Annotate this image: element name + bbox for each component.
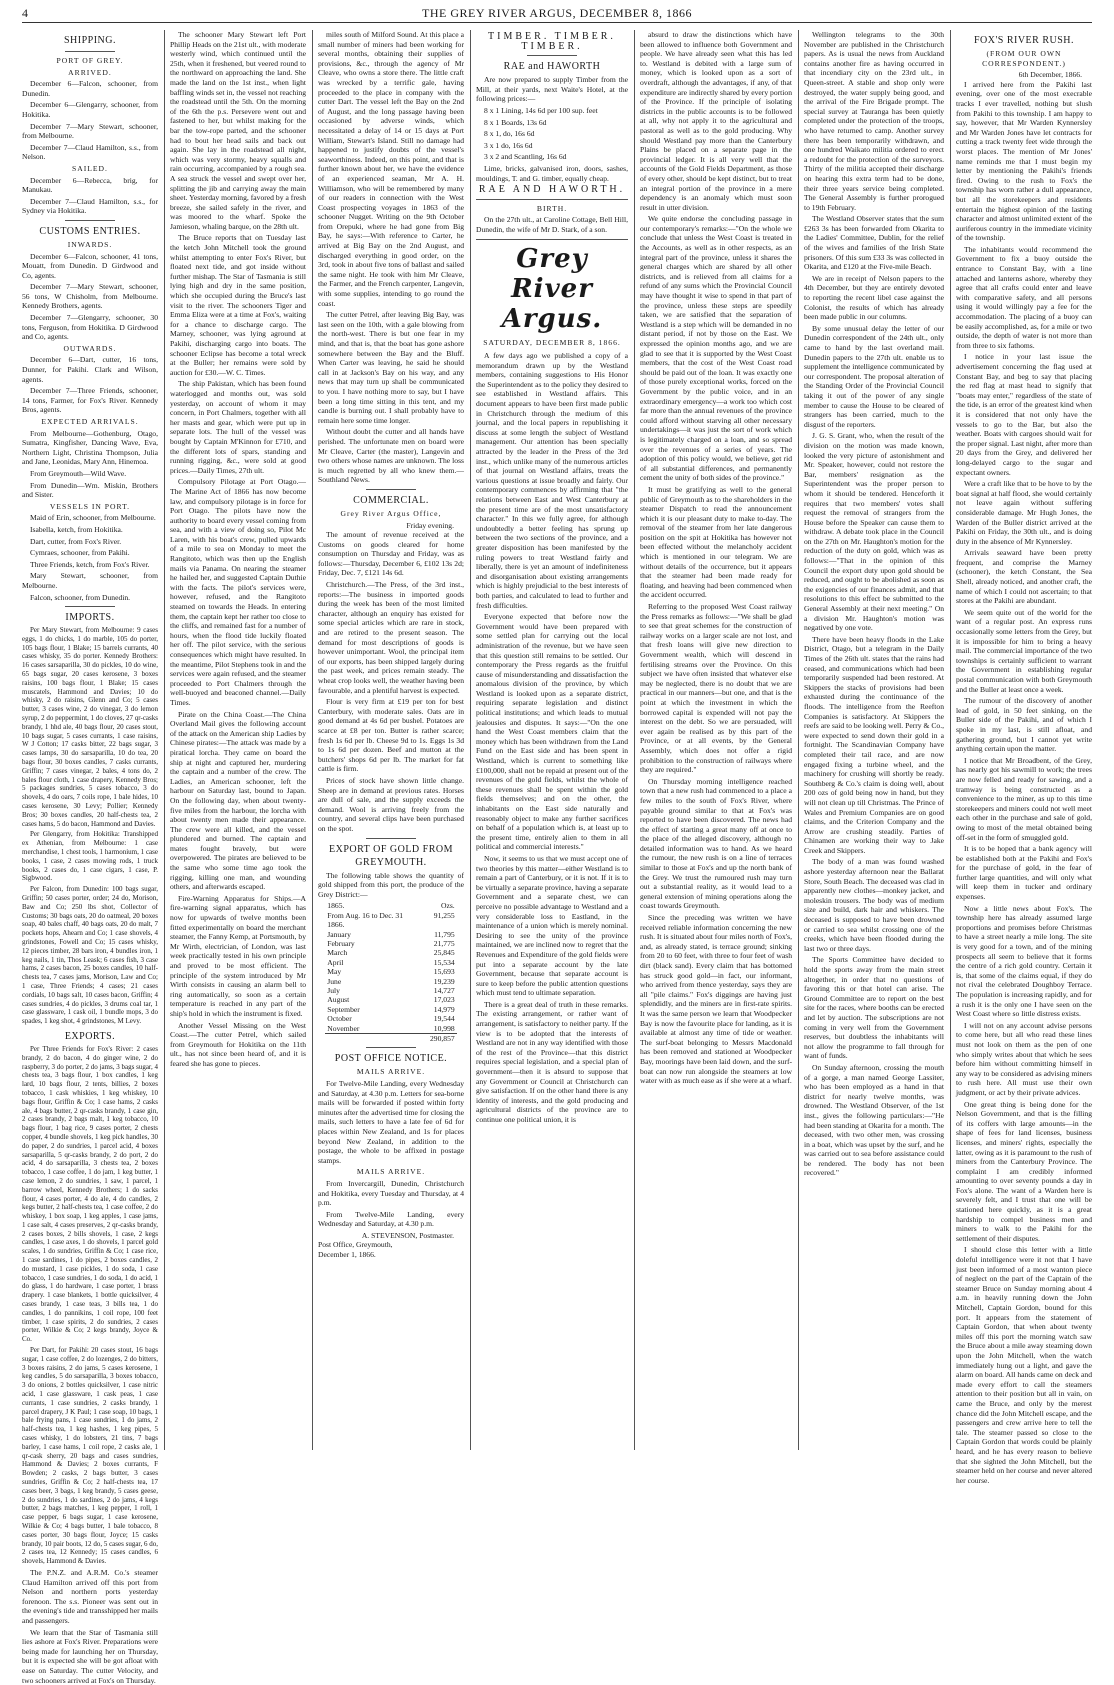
column-rule — [312, 30, 313, 1450]
paragraph: Per Dart, for Pakihi: 20 cases stout, 16 bags sugar, 1 case coffee, 2 do lozenges, 2 do bitters, 3 boxes raisins, 2 do jams, 5 cases kerosene, 1 keg candles, 5 do sarsaparilla, 3 boxes tobacco, 3 do onions, 2 bottles quicksilver, 1 case nitric acid, 1 case glassware, 1 cask peas, 1 case currants, 1 case sundries, 2 casks brandy, 1 parcel drapery, J K Paul; 1 case soap, 10 bags, 1 bale frying pans, 1 case sundries, 1 do jams, 2 half-chests tea, 1 keg hashes, 1 keg pipes, 5 cases whisky, 1 do lobsters, 21 tins, 7 bags barley, 1 case hams, 1 coil rope, 2 casks ale, 1 qr-cask sherry, 20 bags and cases sundries, Hammond & Davies; 2 boxes currants, F Bowden; 2 casks, 2 bags butter, 3 cases sundries, Griffin & Co; 2 half-chests tea, 17 cases beer, 3 bags, 1 keg brandy, 5 cases geese, 2 do sundries, 1 do sardines, 2 do jams, 4 kegs butter, 2 bags matches, 1 keg pepper, 1 roll, 1 case pepper, 6 bags sugar, 1 case kerosene, Wilkie & Co; 4 bags butter, 1 bale tobacco, 8 cases porter, 30 bags flour, Joyce; 15 casks brandy, 10 pair boots, 12 do, 5 cases sugar, 6 do, 2 cases tea, 12 Kennedy; 15 cases candles, 6 shovels, Hammond & Davies. — [22, 1346, 158, 1566]
gold-year: 1865. — [327, 901, 345, 911]
paragraph: Wellington telegrams to the 30th November are published in the Christchurch papers. As is usual the news from Auckland contains another fire as having occurred in that incendiary city on the 23rd ult., in Queen-street. A stable and shop only were destroyed, the water supply being good, and the arrival of the Fire Brigade prompt. The special survey at Tauranga has been quietly completed under the protection of the troops, who have returned to camp. Another survey there has been temporarily withdrawn, and one hundred Waikato militia ordered to erect a redoubt for the protection of the surveyors. Thirty of the militia accepted their discharge on hearing this extra term had to be done, their three years service being completed. The General Assembly is further prorogued to 19th February. — [804, 30, 944, 212]
paragraph: The schooner Mary Stewart left Port Phillip Heads on the 21st ult., with moderate westerly wind, which continued until the 25th, when it freshened, but veered round to the northward on approaching the land. She made the land on the 1st inst., when light baffling winds set in, the vessel not reaching the roadstead until the 5th. On the morning of the 6th the p.s. Persevere went out and fastened to her, but whilst making for the bar the tow-rope parted, and the schooner had to bout her head sails and back out again. She lay in the roadstead all night, which was very stormy, heavy squalls and rain occurring, accompanied by a rough sea. A sea struck the vessel and swept over her, splitting the jib and carrying away the main sheet. Yesterday morning, favored by a fresh breeze, she sailed safely in the river, and was moored to the wharf. Spoke the Jamieson, whaling barque, on the 28th ult. — [170, 30, 306, 231]
gold-ounces: 14,979 — [433, 1004, 455, 1014]
editorial-dateline: SATURDAY, DECEMBER 8, 1866. — [483, 337, 621, 347]
editorial-continued-paragraphs — [640, 30, 792, 1086]
column-foxs-river — [956, 30, 1092, 1485]
commercial-paragraphs — [318, 530, 464, 833]
gold-ounces: 25,845 — [433, 948, 455, 958]
foxs-heading: FOX'S RIVER RUSH. — [973, 35, 1075, 46]
paragraph: Maid of Erin, schooner, from Melbourne. — [30, 513, 156, 523]
paragraph: December 6—Rebecca, brig, for Manukau. — [22, 175, 158, 195]
paragraph: A few days ago we published a copy of a memorandum drawn up by the Westland members, containing suggestions to His Honor the Superintendent as to the policy they desired to see established in Westland affairs. This document appears to have been first made public in Christchurch through the medium of this journal, and the local papers in republishing it discuss at some length the subject of Westland management. Our attention has been specially attracted by the leader in the Press of the 3rd inst., which unlike many of the numerous articles of that journal on Westland affairs, treats the various questions at issue broadly and fairly. Our contemporary commences by affirming that "the relations between East and West Canterbury at the present time are of the most unsatisfactory character." In this we fully agree, for although undoubtedly a better feeling has sprung up between the two sections of the province, and a greater disposition has been manifested by the ruling powers to treat Westland fairly and liberally, there is yet an amount of indefiniteness and disorganisation about existing arrangements which is highly prejudicial to the best interests of both parties, and calculated to lead to further and fresh difficulties. — [476, 351, 628, 610]
paragraph: We quite endorse the concluding passage in our contemporary's remarks:—"On the whole we conclude that unless the West Coast is treated in the Accounts, as well as in other respects, as an integral part of the province, unless it shares the general charges which are shared by all other districts, and is relieved from all claims for a refund of any sums which the Provincial Council may have thought it wise to spend in that part of the province, unless these steps are speedily taken, we are satisfied that the separation of Westland is a step which will be demanded in no distant period, if not by those on the East. We expressed the opinion months ago, and we are glad to see that it is supported by the West Coast members, that the cost of the West Coast road should be paid out of the loan. It was exactly one of those purely exceptional works, forced on the Government by the public voice, and in an extraordinary emergency—a work too which cost far more than the annual revenues of the province could afford without starving all other necessary undertakings—it was just the sort of work which is legitimately charged on a loan, and so spread over the revenues of a series of years. The adoption of this policy would, we believe, get rid of all substantial differences, and permanently cement the unity of both sides of the province." — [640, 214, 792, 483]
paragraph: 8 x 1, do, 16s 6d — [484, 129, 535, 139]
paragraph: Everyone expected that before now the Government would have been prepared with some settled plan for carrying out the local administration of the revenue, but we have seen that this question still remains to be settled. Our contemporary the Press regards as the fruitful cause of misunderstanding and dissatisfaction the anomalous division of the province, by which Westland is looked upon as a separate district, requiring separate legislation and distinct political institutions; and which leads to mutual jealousies and disputes. It says:—"On the one hand the West Coast members claim that the money which has been withdrawn from the Land Fund on the East side and has been spent in Westland, which is current to something like £100,000, shall not be repaid at present out of the revenues of the gold fields, whilst the whole of these revenues shall be spent within the gold fields themselves; and on the other, the inhabitants on the East side naturally and reasonably object to make any further sacrifices on behalf of a population which is, at least up to the present time, entirely alien to them in all political and commercial interests." — [476, 612, 628, 852]
paragraph: 8 x 1 Boards, 13s 6d — [484, 117, 547, 127]
paragraph: Dart, cutter, from Fox's River. — [30, 536, 122, 546]
gold-table-row — [325, 967, 456, 976]
timber-ad-title: TIMBER. TIMBER. TIMBER. — [488, 31, 616, 52]
gold-unit: Ozs. — [440, 901, 455, 911]
paragraph: There have been heavy floods in the Lake District, Otago, but a telegram in the Daily Times of the 26th ult. states that the rains had ceased, and communications which had been temporarily suspended had been restored. At Skippers the stacks of provisions had been exhausted during the continuance of the floods. The intelligence from the Reefton Companies is satisfactory. At Skippers the reefs are said to be looking well. Perry & Co., were expected to send down their gold in a fortnight. The Scandinavian Company have completed their tail race, and are now engaged fixing a turbine wheel, and the machinery for crushing will shortly be ready. Southberg & Co.'s claim is doing well, about 200 ozs of gold being now in hand, but they will not clean up till Christmas. The Prince of Wales and Premium Companies are on good claims, and the Criterion Company and the Arrow are crushing steadily. Parties of Chinamen are working their way to Jake Creek and Skippers. — [804, 634, 944, 855]
paragraph: absurd to draw the distinctions which have been allowed to influence both Government and people. We have already seen what this has led to. Westland is debited with a large sum of money, which is looked upon as a sort of overdraft, although the advantages, if any, of that expenditure are indirectly shared by every portion of the Province. If the principle of isolating districts in the public accounts is to be followed at all, why not apply it to the agricultural and pastoral as well as to the gold producing. Why should Westland pay more than the Canterbury Plains be placed on a separate page in the provincial ledger. It is all very well that the accounts of the Gold Fields Department, as those of every other, should be kept distinct, but to treat an integral portion of the province in a mere dependency is an anomaly which must soon result in utter division. — [640, 30, 792, 212]
column-rule — [798, 30, 799, 1450]
timber-ad-signature: RAE AND HAWORTH. — [478, 184, 626, 196]
paragraph: From Greymouth—Wild Wave. — [30, 468, 127, 478]
paragraph: By some unusual delay the letter of our Dunedin correspondent of the 24th ult., only came to hand by the last overland mail. Dunedin papers to the 27th ult. enable us to supplement the intelligence communicated by our correspondent. The proposal alteration of the Standing Order of the Provincial Council taking it out of the power of any single member to cause the House to be cleared of strangers has been carried, much to the disgust of the reporters. — [804, 323, 944, 429]
gold-table-row — [325, 930, 456, 939]
birth-notice: On the 27th ult., at Caroline Cottage, Bell Hill, Dunedin, the wife of Mr D. Stark, of a son. — [476, 215, 628, 234]
gold-month: February — [327, 938, 355, 948]
paragraph: December 7—Mary Stewart, schooner, from Melbourne. — [22, 121, 158, 141]
post-heading: POST OFFICE NOTICE. — [334, 1053, 448, 1065]
commercial-day: Friday evening. — [406, 520, 454, 530]
paragraph: December 7—Claud Hamilton, s.s., for Sydney via Hokitika. — [22, 196, 158, 216]
paragraph: Flour is very firm at £19 per ton for best Canterbury, with moderate sales. Oats are in good demand at 4s 6d per bushel. Potatoes are scarce at £8 per ton. Butter is rather scarce; fresh 1s 6d per lb. Cheese 9d to 1s. Eggs 1s 3d to 1s 6d per dozen. Beef and mutton at the butchers' shops 6d per lb. The market for fat cattle is firm. — [318, 697, 464, 774]
divider — [65, 606, 115, 607]
gold-month: October — [327, 1014, 352, 1024]
paragraph: Arrivals seaward have been pretty frequent, and comprise the Marney (schooner), the ketch Constant, the Sea Shell, already noticed, and another craft, the name of which I could not ascertain; to that stores at the Pakihi are abundant. — [956, 548, 1092, 606]
expected-list — [22, 429, 158, 500]
divider — [476, 239, 628, 240]
outwards-list — [22, 355, 158, 415]
divider — [366, 838, 416, 839]
gold-total-row — [325, 1033, 456, 1043]
gold-heading: EXPORT OF GOLD FROM GREYMOUTH. — [328, 843, 453, 868]
post-date: December 1, 1866. — [318, 1250, 376, 1260]
gold-ounces: 15,693 — [433, 967, 455, 977]
port-vessels-list — [22, 513, 158, 602]
divider — [527, 55, 577, 56]
gold-table-row — [325, 948, 456, 957]
paragraph: One great thing is being done for the Nelson Government, and that is the filling of its coffers with large amounts—in the shape of fees for land licenses, business licenses, and miners' rights, especially the latter, owing as it is paramount to the rush of miners from the Canterbury Province. The complaint I am credibly informed amounting to over seventy pounds a day in Fox's alone. The want of a Warden here is severely felt, and I trust that one will be stationed here quickly, as it is a great hardship to compel business men and miners to walk to the Pakihi for the settlement of their disputes. — [956, 1099, 1092, 1243]
foxs-date: 6th December, 1866. — [1018, 70, 1082, 80]
paragraph: From Dunedin—Wm. Miskin, Brothers and Sister. — [22, 480, 158, 500]
post-place: Post Office, Greymouth, — [318, 1240, 393, 1250]
paragraph: Cymraes, schooner, from Pakihi. — [30, 548, 130, 558]
gold-table-row — [325, 986, 456, 995]
paragraph: Per Mary Stewart, from Melbourne: 9 cases eggs, 1 do chicks, 1 do marble, 105 do porter, 105 bags flour, 1 Blake; 15 barrels currants, 40 cases whisky, 35 do porter. Kennedy Brothers: 16 cases sarsaparilla, 30 do pickles, 10 do wine, 65 bags sugar, 20 cases kerosene, 3 boxes raisins, 100 bags flour, 1 Blake; 15 cases muscatels, Hammond and Davies; 10 do whisky, 2 do raisins, Glenn and Co; 5 cases butter, 3 cases wine, 2 do vinegar, 3 do lemon syrup, 2 do peppermint, 1 do cloves, 27 qr-casks brandy, 1 hhd ale, 40 bags flour, 20 cases stout, 10 bags sugar, 5 cases currants, 1 case raisins, W J Cotton; 17 casks bitter, 22 bags sugar, 3 cases lamps, 30 do sarsaparilla, 10 do tea, 20 bags flour, 30 boxes candles, 7 casks currants, Griffin; 7 cases vinegar, 2 bales, 4 tons do, 2 bales flour cloth, 1 case drapery, Kennedy Bros; 5 packages sundries, 5 cases tobacco, 3 do shovels, 4 do oars, 7 coils rope, 1 bale hides, 10 cases kerosene, 30 Levy; Pollier; Kennedy Bros; 30 boxes candles, 20 half-chests tea, 2 cases hams, 5 do bacon, Hammond and Davies. — [22, 626, 158, 828]
paragraph: Per Three Friends for Fox's River: 2 cases brandy, 2 do bacon, 4 do ginger wine, 2 do raspberry, 3 do porter, 2 do jams, 3 bags sugar, 4 chests tea, 3 bags flour, 1 box candles, 1 keg lard, 10 bags flour, 2 tents, billies, 2 boxes tobacco, 1 cask whiskies, 1 keg whiskey, 10 bags flour, Griffin & Co; 1 case hams, 2 casks ale, 4 bags butter, 2 qr-casks brandy, 1 case gin, 2 cases brandy, 2 bags malt, 1 keg tobacco, 10 bags flour, 1 bag rice, 9 cases porter, 2 chests copper, 4 bundle shovels, 1 keg pick handles, 30 do paper, 2 do sundries, 1 parcel acid, 4 boxes sarsaparilla, 5 qr-casks brandy, 2 do port, 2 do acid, 4 do sarsaparilla, 3 chests tea, 2 boxes tobacco, 1 case coffee, 1 do jam, 1 keg butter, 1 case lemon, 2 do sundries, 1 saw, 1 parcel, 1 barrow wheel, Kennedy Brothers; 1 do sacks flour, 4 cases porter, 4 do ale, 4 do candles, 2 kegs butter, 2 half-chests tea, 1 case coffee, 2 do whiskey, 1 box soap, 1 keg apples, 1 case jams, 1 case salt, 4 cases preserves, 2 qr-casks brandy, 2 cases boxes, 2 bills shovels, 1 case, 2 kegs candles, 1 case axes, 1 do shovels, 1 parcel gold scales, 1 do sundries, Griffin & Co; 1 case rice, 1 case sardines, 1 do pipes, 2 boxes candles, 2 do mustard, 1 case pickles, 1 do soda, 1 case tobacco, 1 case sundries, 1 do soda, 1 do acid, 1 do glass, 1 do hardware, 1 case porter, 1 brass drapery. 1 case blankets, 1 bottle quicksilver, 4 cases brandy, 1 case teas, 3 bills tea, 1 do candles, 1 do pannikins, 1 coil rope, 100 feet timber, 1 case spirits, 2 do sundries, 2 cases porter, Wilkie & Co; 2 kegs brandy, Joyce & Co. — [22, 1044, 158, 1344]
gold-table-header — [325, 901, 456, 910]
paragraph: December 6—Falcon, schooner, 41 tons, Mouatt, from Dunedin. D Girdwood and Co, agents. — [22, 251, 158, 280]
post-sub-2: MAILS ARRIVE. — [356, 1167, 426, 1177]
gold-ounces: 19,239 — [433, 976, 455, 986]
paragraph: Were a craft like that to be hove to by the boat signal at half flood, she would certainly not leave again without suffering considerable damage. Mr Hugh Jones, the Warden of the Buller district arrived at the Pakihi on Friday, the 30th ult., and is doing duty in the absence of Mr Kynnersley. — [956, 479, 1092, 546]
paragraph: Isabella, ketch, from Hokitika. — [30, 524, 123, 534]
paragraph: Per Falcon, from Dunedin: 100 bags sugar, Griffin; 50 cases porter, order; 24 do, Morison, Baw and Co; 250 lbs shot, Collector of Customs; 30 bags oats, 20 do oatmeal, 20 boxes soap, 40 bales chaff, 40 bags oats, 20 do malt, 7 pockets hops, Ahearn and Co; 1 case shovels, 4 grindstones, Fowell and Co; 15 cases whisky, 12 pieces timber, 28 bars iron, 4 bundles iron, 1 keg nails, 1 tin, Thos Leask; 6 cases fish, 3 case hams, 2 cases bacon, 25 boxes candles, 10 half-chests tea, 7 cases jams, Morison, Law and Co; 1 case, Three Friends; 4 cases; 21 cases cordials, 10 bags salt, 10 cases bacon, Griffin; 4 cases sundries, 4 do pickles, 3 drums coal tar, 1 case glassware, 1 cask oil, 1 bundle mops, 3 do spades, 1 keg shot, 4 grindstones, M Levy. — [22, 885, 158, 1026]
divider — [476, 199, 628, 200]
paragraph: 8 x 1 Lining, 14s 6d per 100 sup. feet — [484, 105, 598, 115]
timber-ad-items — [476, 106, 628, 162]
paragraph: We seem quite out of the world for the want of a regular post. An express runs occasionally some letters from the Grey, but it is impossible for him to bring a heavy mail. The commercial importance of the two townships is certainly sufficient to warrant the Government in establishing regular postal communication with both Greymouth and the Buller at least once a week. — [956, 607, 1092, 694]
paragraph: The ship Pakistan, which has been found waterlogged and months out, was sold yesterday, on account of whom it may concern, in Port Chalmers, together with all her masts and gear, which were put up in separate lots. The hull of the vessel was bought by Captain M'Kinnon for £710, and the different lots of spars, standing and running rigging, &c., were sold at good prices.—Daily Times, 27th ult. — [170, 379, 306, 475]
paragraph: Now, it seems to us that we must accept one of two theories by this matter—either Westland is to remain a part of Canterbury, or it is not. If it is to be virtually a separate province, having a separate Government and a separate chest, we can perceive no possible advantage to Westland and a very considerable loss to Eastland, in the maintenance of a union which is merely nominal. Desiring to see the unity of the province maintained, we are inclined now to regret that the Revenues and Expenditure of the gold fields were put into a separate account by the late Government, because that separate account is sure to keep before the public attention questions which must tend to ultimate separation. — [476, 853, 628, 998]
editorial-paragraphs — [476, 351, 628, 1125]
paragraph: I arrived here from the Pakihi last evening, over one of the most execrable tracks I ever travelled, nothing but slush from Pakihi to this township. I am happy to say, however, that Mr Warden Kynnersley and Mr Warden Jones have let contracts for cutting a track twenty feet wide through the worst places. The mention of Mr Jones' name reminds me that I must begin my letter by mentioning the Pakihi's friends fired. Owing to the rush to Fox's the township has worn rather a dull appearance, but all the storekeepers and residents entertain the highest opinion of the lasting character and almost unlimited extent of the auriferous country in the immediate vicinity of the township. — [956, 79, 1092, 243]
gold-table-row — [325, 1024, 456, 1034]
gold-table-row — [325, 1014, 456, 1023]
exports-list — [22, 1045, 158, 1566]
paragraph: I notice in your last issue the advertisement concerning the flag used at Constant Bay, and beg to say that placing the red flag at mast head to signify that "boats may enter," regardless of the state of the tide, is an error of the greatest kind when it is considered that not only have the vessels to go to the Bar, but also the weather. Boats with cargoes should wait for the proper signal. Last night, after more than 20 days from the Grey, and delivered her long-delayed cargo to the sugar and expectant owners. — [956, 352, 1092, 477]
paragraph: The amount of revenue received at the Customs on goods cleared for home consumption on Thursday and Friday, was as follows:—Thursday, December 6, £102 13s 2d; Friday, Dec. 7, £121 14s 6d. — [318, 530, 464, 578]
wreck-paragraphs — [318, 30, 464, 485]
paragraph: December 6—Falcon, schooner, from Dunedin. — [22, 79, 158, 98]
timber-ad-firm: RAE and HAWORTH — [503, 61, 601, 73]
paragraph: December 7—Mary Stewart, schooner, 56 tons, W Chisholm, from Melbourne. Kennedy Brothers, agents. — [22, 282, 158, 311]
arrived-list — [22, 79, 158, 162]
gold-table — [325, 901, 456, 1043]
paragraph: It must be gratifying as well to the general public of Greymouth as to the shareholders in the steamer Dispatch to read the announcement which it is our pleasant duty to make to-day. The removal of the steamer from her late dangerous position on the spit at Hokitika has however not been effected without the melancholy accident which is mentioned in our telegram. We are without details of the occurrence, but it appears that the steamer had been made ready for floating, and heaving had been commenced when the accident occurred. — [640, 484, 792, 600]
column-editorial — [476, 30, 628, 1450]
paragraph: Since the preceding was written we have received reliable information concerning the new rush. It is situated about four miles north of Fox's, and, as already stated, is terrace ground; sinking from 20 to 60 feet, with three to four feet of wash dirt (black sand). Every claim that has bottomed has struck good gold—in fact, our informant, who arrived from thence yesterday, says they are all "pile claims." Fox's diggings are having just splendidly, and the miners are in first-rate spirits. It was the same person we learn that Woodpecker Bay is now the favourite place for landing, as it is available at almost any time of tide or weather. The surf-boat belonging to Messrs Macdonald has been removed and stationed at Woodpecker Bay, moorings have been laid down, and the surf-boat can now run alongside the steamers at low water with as much ease as if she were at a wharf. — [640, 913, 792, 1086]
paragraph: The Westland Observer states that the sum £263 3s has been forwarded from Okarita to the Ladies' Committee, Dublin, for the relief of the wives and families of the Irish State prisoners. Of this sum £33 3s was collected in Okarita, and £120 at the Five-mile Beach. — [804, 214, 944, 272]
timber-ad-more: Lime, bricks, galvanised iron, doors, sashes, mouldings, T. and G. timber, equally cheap. — [476, 163, 628, 183]
gold-month: June — [327, 976, 342, 986]
gold-ounces: 17,023 — [433, 995, 455, 1005]
gold-ounces: 19,544 — [433, 1014, 455, 1024]
customs-heading: CUSTOMS ENTRIES. — [39, 225, 141, 237]
port-vessels-label: VESSELS IN PORT. — [49, 501, 131, 511]
gold-intro: The following table shows the quantity of gold shipped from this port, the produce of the Grey District:— — [318, 870, 464, 899]
paragraph: The rumour of the discovery of another lead of gold, in 50 feet sinking, on the Buller side of the Pakihi, and of which I spoke in my last, is still afloat, and gathering ground, but I cannot yet write anything certain upon the matter. — [956, 696, 1092, 754]
gold-ounces: 21,775 — [433, 938, 455, 948]
gold-month: April — [327, 957, 344, 967]
gold-table-row — [325, 977, 456, 986]
paragraph: I should close this letter with a little doleful intelligence were it not that I have just been informed of a most wanton piece of neglect on the part of the Captain of the steamer Bruce on Sunday morning about 4 a.m. in heavily running down the John Mitchell, Captain Gordon, bound for this port. It appears from the statement of Captain Gordon, that when about twenty miles off this port the morning watch saw the Bruce about a mile away steaming down upon the John Mitchell, when the watch immediately hung out a light, and gave the alarm on board. All hands came on deck and made every effort to call the steamers attention to their position but all in vain, on came the Bruce, and only by the merest chance did the John Mitchell escape, and the passengers and crew arrive here to tell the tale. The steamer passed so close to the Captain Gordon that words could be plainly heard, and he has every reason to believe that she sighted the John Mitchell, but the steamer held on her course and never altered her course. — [956, 1245, 1092, 1485]
gold-table-row — [325, 995, 456, 1004]
paragraph: Christchurch.—The Press, of the 3rd inst., reports:—The business in imported goods during the week has been of the most limited character, although an enquiry has existed for some special articles which are rare in stock, and are retired to the present season. The demand for most descriptions of goods is however unimportant. Wool, the principal item of our exports, has been shipped largely during the past week, and prices remain steady. The wheat crop looks well, the weather having been favourable, and a plentiful harvest is expected. — [318, 580, 464, 695]
paragraph: Another Vessel Missing on the West Coast.—The cutter Petrel, which sailed from Greymouth for Hokitika on the 11th ult., has not since been heard of, and it is feared she has gone to pieces. — [170, 1020, 306, 1068]
paragraph: The Bruce reports that on Tuesday last the ketch John Mitchell took the ground whilst attempting to enter Fox's River, but floated next tide, and got inside without further mishap. The Star of Tasmania is still lying high and dry in the same position, which she occupied during the Bruce's last visit to the river. The schooners Tiger and Emma Eliza were at a time at Fox's, waiting for a chance to discharge cargo. The Marney, schooner, was lying aground at Pakihi, discharging cargo into boats. The schooner Eclipse has become a total wreck at the Buller; her remains were sold by auction for £30.—W. C. Times. — [170, 233, 306, 377]
paragraph: The Sports Committee have decided to hold the sports away from the main street altogether, in order that no questions of favoring this or that hotel can arise. The Ground Committee are to report on the best site for the races, where booths can be erected and let by auction. The subscriptions are not coming in very well from the Government reserves, but doubtless the inhabitants will not allow the programme to fall through for want of funds. — [804, 955, 944, 1061]
paragraph: Fire-Warning Apparatus for Ships.—A fire-warning signal apparatus, which has now for upwards of twelve months been fitted experimentally on board the merchant steamer, the Fanny Kemp, at Portsmouth, by Mr Wirth, electrician, of London, was last week practically tested in his own principle and proved to be most efficient. The principle of the system introduced by Mr Wirth consists in causing an alarm bell to ring automatically, so soon as a certain temperature is reached in any part of the ship's hold in which the instrument is fixed. — [170, 893, 306, 1018]
sailed-label: SAILED. — [72, 163, 108, 173]
column-commercial — [318, 30, 464, 1450]
paragraph: December 6—Glengarry, schooner, from Hokitika. — [22, 100, 158, 119]
divider — [366, 489, 416, 490]
paragraph: Mary Stewart, schooner, from Melbourne. — [22, 571, 158, 590]
gold-table-row — [325, 920, 456, 929]
commercial-heading: COMMERCIAL. — [353, 494, 429, 506]
shipping-heading: SHIPPING. — [63, 35, 116, 46]
gold-ounces: 91,255 — [433, 910, 455, 920]
gold-table-row — [325, 911, 456, 920]
gold-month: November — [327, 1023, 360, 1033]
paragraph: I notice that Mr Broadbent, of the Grey, has nearly got his sawmill to work; the trees are now felled and ready for sawing, and a tramway is being constructed as a convenience to the miner, as up to this time storekeepers and miners could not well meet each other in the purchase and sale of gold, owing to most of the metal obtained being off-set in the form of smuggled gold. — [956, 755, 1092, 842]
paragraph: Three Friends, ketch, from Fox's River. — [30, 559, 150, 569]
gold-ounces: 15,534 — [433, 957, 455, 967]
paragraph: December 7—Glengarry, schooner, 30 tons, Ferguson, from Hokitika. D Girdwood and Co, agents. — [22, 313, 158, 342]
gold-table-row — [325, 939, 456, 948]
paragraph: The body of a man was found washed ashore yesterday afternoon near the Ballarat Store, South Beach. The deceased was clad in apparently new clothes—monkey jacket, and moleskin trousers. The body was of medium size and build, dark hair and whiskers. The deceased is supposed to have been drowned or carried to sea whilst crossing one of the creeks, which have been flooded during the last two or three days. — [804, 857, 944, 953]
column-editorial-cont — [640, 30, 792, 1450]
inwards-list — [22, 252, 158, 342]
gold-month: March — [327, 948, 348, 958]
paragraph: We are in receipt of Nelson papers to the 4th December, but they are entirely devoted to reporting the recent libel case against the Colonist, the results of which has already been made public in our columns. — [804, 273, 944, 322]
gold-month: September — [327, 1004, 360, 1014]
column-rule — [164, 30, 165, 1450]
post-signature: A. STEVENSON, Postmaster. — [361, 1230, 454, 1240]
paragraph: J. G. S. Grant, who, when the result of the division on the motion was made known, looked the very picture of astonishment and Mr. Speaker, however, could not restore the Bar, members' resignation as the Superintendent was the proper person to whom it should be tendered. Henceforth it requires that two members' votes shall request the removal of strangers from the House before the Speaker can cause them to withdraw. A debate took place in the Council on the 27th on Mr. Haughton's motion for the reduction of the duty on gold, which was as follows:—"That in the opinion of this Council the export duty upon gold should be reduced, and ought to be abolished as soon as the exigencies of our finances admit, and that resolutions to this effect be submitted to the General Assembly at their next meeting." On a division Mr. Haughton's motion was negatived by one vote. — [804, 431, 944, 633]
paragraph: December 7—Claud Hamilton, s.s., from Nelson. — [22, 142, 158, 162]
column-shipping — [22, 30, 158, 1685]
arrived-label: ARRIVED. — [68, 67, 112, 77]
imports-list — [22, 626, 158, 1026]
paragraph: 3 x 1 do, 16s 6d — [484, 140, 533, 150]
divider — [65, 220, 115, 221]
paragraph: On Thursday morning intelligence reached town that a new rush had commenced to a place a few miles to the south of Fox's River, where payable ground similar to that at Fox's was reported to have been discovered. The news had the effect of starting a great many off at once to the place of the alleged discovery, although no detailed information was to hand. As we heard the rumour, the new rush is on a line of terraces similar to those at Fox's and up the north bank of the Grey. We trust the rumoured rush may turn out a substantial reality, as it would lead to a general extension of mining operations along the coast towards Greymouth. — [640, 776, 792, 911]
paragraph: The cutter Petrel, after leaving Big Bay, was last seen on the 10th, with a gale blowing from the north-west. There is but one fear in my mind, and that is, that the boat has gone ashore somewhere between the Bay and the Bluff. When Carter was leaving, he said he should call in at Jackson's Bay on his way, and any news that may turn up shall be communicated to you. I have nothing more to say, but I have been a long time sitting in this tent, and my candle is burning out. I shall probably have to remain here some time longer. — [318, 310, 464, 425]
gold-month: August — [327, 995, 350, 1005]
gold-table-row — [325, 1005, 456, 1014]
post-para-2: From Invercargill, Dunedin, Christchurch and Hokitika, every Tuesday and Thursday, at 4 p.m. — [318, 1178, 464, 1208]
gold-month: January — [327, 929, 351, 939]
paragraph: Referring to the proposed West Coast railway the Press remarks as follows:—"We shall be glad to see that great schemes for the construction of railway works on a larger scale are not lost, and that fresh loans will give new direction to Government wealth, which will descend in fertilising streams over the Province. On this subject we have often insisted that whatever else may be neglected, there is no doubt that we are practical in our manners—but one, and that is the point at which the investment in which the borrowed capital is expended will not pay the interest on the debt. So we are persuaded, will ever again be realised as by this part of the Province, or at all events, by the General Assembly, which does not offer a rigid prohibition to the construction of railways where they are required." — [640, 602, 792, 775]
shipping-news-paragraphs — [170, 30, 306, 1069]
gold-ounces: 10,998 — [433, 1023, 455, 1033]
column-news — [804, 30, 944, 1450]
birth-heading: BIRTH. — [536, 203, 568, 213]
column-rule — [634, 30, 635, 1450]
gold-month: 1866. — [327, 920, 345, 930]
paragraph: Without doubt the cutter and all hands have perished. The unfortunate men on board were Mr Cleave, Carter (the master), Langevin and two others whose names are unknown. The loss is much regretted by all who knew them.—Southland News. — [318, 427, 464, 485]
paragraph: 3 x 2 and Scantling, 16s 6d — [484, 152, 567, 162]
newspaper-flag: Grey River Argus. — [501, 243, 603, 334]
post-sub-1: MAILS ARRIVE. — [356, 1067, 426, 1077]
gold-month: From Aug. 16 to Dec. 31 — [327, 910, 404, 920]
paragraph: Now a little news about Fox's. The township here has already assumed large proportions and promises before Christmas to have a street nearly a mile long. The site is very good for a town, and of the mining prospects all seem to believe that it forms the centre of a rich gold country. Certain it is, that some of the claims equal, if they do not rival the celebrated Doughboy Terrace. The population is increasing rapidly, and for a rush it is the only one I have seen on the West Coast where so little distress exists. — [956, 903, 1092, 1019]
gold-table-row — [325, 958, 456, 967]
gold-ounces: 11,795 — [434, 929, 455, 939]
column-rule — [470, 30, 471, 1450]
divider — [366, 1047, 416, 1048]
paragraph: On Sunday afternoon, crossing the mouth of a gorge, a man named George Lassiter, who has been employed as a hand in that district for nearly twelve months, was drowned. The Westland Observer, of the 1st inst., gives the following particulars:—"He had been standing at Okarita for a month. The deceased, with two other men, was crossing in a boat, which was upset by the surf, and he was carried out to sea before assistance could be rendered. The body has not been recovered." — [804, 1062, 944, 1178]
paragraph: December 6—Dart, cutter, 16 tons, Dunner, for Pakihi. Clark and Wilson, agents. — [22, 355, 158, 384]
paragraph: Pirate on the China Coast.—The China Overland Mail gives the following account of the attack on the American ship Ladies by Chinese pirates:—The attack was made by a piratical lorcha. They came on board the ship at night and captured her, murdering the captain and a number of the crew. The Ladies, an American schooner, left the harbour on Saturday last, bound to Japan. On the following day, when about twenty-five miles from the harbour, the lorcha with about twenty men made their appearance. The crew were all killed, and the vessel plundered and burned. The captain and mates fought bravely, but were overpowered. The pirates are believed to be the same who some time ago took the rigging, killing one man, and wounding others, and afterwards escaped. — [170, 709, 306, 892]
sailed-list — [22, 176, 158, 216]
timber-ad-text: Are now prepared to supply Timber from the Mill, at their yards, next Waite's Hotel, at the following prices:— — [476, 75, 628, 104]
gold-month: July — [327, 985, 340, 995]
paragraph: There is a great deal of truth in these remarks. The existing arrangement, or rather want of arrangement, is satisfactory to neither party. If the view is to be adopted that the interests of Westland are not in any way identified with those of the rest of the Province—that this district requires special legislation, and a special plan of government—then it is absurd to suppose that any Government or Council at Christchurch can give satisfaction. If on the other hand there is any identity of interests, and the gold producing and agricultural districts of the province are to continue one political union, it is — [476, 999, 628, 1124]
masthead-title: THE GREY RIVER ARGUS, DECEMBER 8, 1866 — [422, 6, 692, 20]
paragraph: December 7—Three Friends, schooner, 14 tons, Farmer, for Fox's River. Kennedy Bros, agents. — [22, 386, 158, 415]
column-shipping-news — [170, 30, 306, 1450]
post-para-3: From Twelve-Mile Landing, every Wednesday and Saturday, at 4.30 p.m. — [318, 1209, 464, 1229]
gold-table-body — [325, 911, 456, 1034]
gold-ounces — [422, 920, 457, 929]
masthead — [22, 6, 1092, 23]
post-para-1: For Twelve-Mile Landing, every Wednesday and Saturday, at 4.30 p.m. Letters for sea-borne mails will be forwarded if posted within forty minutes after the advertised time for closing the mails, such letters to have a late fee of 6d for places within New Zealand, and 1s for places beyond New Zealand, in addition to the postage, the whole to be affixed in postage stamps. — [318, 1078, 464, 1165]
page-number: 4 — [22, 6, 29, 20]
paragraph: The P.N.Z. and A.R.M. Co.'s steamer Claud Hamilton arrived off this port from Nelson and northern ports yesterday forenoon. The s.s. Pioneer was sent out in the evening's tide and transshipped her mails and passengers. — [22, 1567, 158, 1625]
divider — [65, 51, 115, 52]
gold-ounces: 14,727 — [433, 985, 455, 995]
paragraph: It is to be hoped that a bank agency will be established both at the Pakihi and Fox's for the purchase of gold, in the fear of further large quantities, and will only what will keep them in tucker and ordinary expenses. — [956, 844, 1092, 902]
paragraph: miles south of Milford Sound. At this place a small number of miners had been working for several months, obtaining their supplies of provisions, &c., through the agency of Mr Cleave, who owns a store there. The little craft was wrecked by a terrific gale, having proceeded to the place in company with the cutter Dart. The vessel left the Bay on the 2nd of August, and the long passage having been occasioned by adverse winds, which necessitated a delay of 14 or 15 days at Port William, Stewart's Island. Still no damage had happened to justify doubts of the vessel's seaworthiness. Indeed, on this point, and that is further known about her, we have the evidence of an experienced seaman, Mr A. H. Williamson, who will be remembered by many of our readers in connection with the West Coast prospecting voyages in 1863 of the schooner Nugget. Writing on the 9th October from Orepuki, where he had gone from Big Bay, he says:—With reference to Carter, he arrived at Big Bay on the 2nd August, and discharged everything in good order, on the 3rd, took in about five tons of ballast and sailed the same night. He took with him Mr Cleave, the Farmer, and the French carpenter, Langevin, with some supplies, intending to go round the coast. — [318, 30, 464, 308]
expected-label: EXPECTED ARRIVALS. — [41, 417, 139, 426]
inwards-label: INWARDS. — [67, 239, 113, 249]
paragraph: We learn that the Star of Tasmania still lies ashore at Fox's River. Preparations were being made for launching her on Thursday, but it is expected she will be got afloat with ease on Saturday. The cutter Velocity, and two schooners arrived at Fox's on Thursday. — [22, 1627, 158, 1685]
foxs-sub: (FROM OUR OWN CORRESPONDENT.) — [982, 49, 1066, 68]
exports-heading: EXPORTS. — [64, 1030, 116, 1042]
closing-notes — [22, 1568, 158, 1685]
port-heading: PORT OF GREY. — [56, 56, 124, 65]
paragraph: The inhabitants would recommend the Government to fix a buoy outside the entrance to Constant Bay, with a line attached and lanterns ashore, whereby they agree that all crafts could enter and leave with comparative safety, and all persons using it would willingly pay a fee for the accommodation. The placing of a buoy can be easily accomplished, as, for a mile or two outside, the depth of water is not more than from three to six fathoms. — [956, 244, 1092, 350]
column-rule — [950, 30, 951, 1450]
news-paragraphs — [804, 30, 944, 1178]
paragraph: Compulsory Pilotage at Port Otago.—The Marine Act of 1866 has now become law, and compulsory pilotage is in force for Port Otago. The pilots have now the authority to board every vessel coming from sea, and with a view of doing so, Pilot Mc Laren, with his boat's crew, pulled upwards of a mile to sea on Monday to meet the Rangitoto, which was then up the English mails via Panama. On nearing the steamer he hailed her, and suggested Captain Duthie with the facts. The pilot's services were, however, refused, and the Rangitoto steamed on towards the Heads. In entering them, the captain kept her rather too close to the cliffs, and remained fast for a number of hours, when the flood tide luckily floated her off. The pilot service, with the serious consequences which might have resulted. In the meantime, Pilot Stephens took in and the services were again refused, and the steamer proceeded to Port Chalmers through the well-buoyed and beaconed channel.—Daily Times. — [170, 477, 306, 707]
foxs-paragraphs — [956, 80, 1092, 1486]
paragraph: Falcon, schooner, from Dunedin. — [30, 592, 131, 602]
paragraph: Per Glengarry, from Hokitika: Transhipped ex Athenian, from Melbourne: 1 case merchandise, 1 chest tools, 1 harmonium, 1 case books, 1 case, 2 cases mowing rods, 1 truck books, 2 cases do, 1 case cigars, 1 case, P. Sigbwood. — [22, 830, 158, 883]
paragraph: Prices of stock have shown little change. Sheep are in demand at previous rates. Horses are dull of sale, and the supply exceeds the demand. Wool is arriving freely from the country, and several clips have been purchased on the spot. — [318, 775, 464, 833]
gold-total: 290,857 — [422, 1033, 457, 1043]
outwards-label: OUTWARDS. — [63, 343, 117, 353]
paragraph: From Melbourne—Gothenburg, Otago, Sumatra, Kingfisher, Dancing Wave, Eva, Northern Light, Christina Thompson, Julia and Jane, Leonidas, Mary Ann, Hinemoa. — [22, 428, 158, 467]
imports-heading: IMPORTS. — [65, 612, 115, 624]
gold-month: May — [327, 967, 342, 977]
commercial-office: Grey River Argus Office, — [340, 508, 442, 518]
paragraph: I will not on any account advise persons to come here, but all who read these lines must not look on them as the pen of one who simply writes about that which he sees before him without committing himself in any way to be considered as advising miners to rush here. All must use their own judgment, or act by their private advices. — [956, 1020, 1092, 1097]
